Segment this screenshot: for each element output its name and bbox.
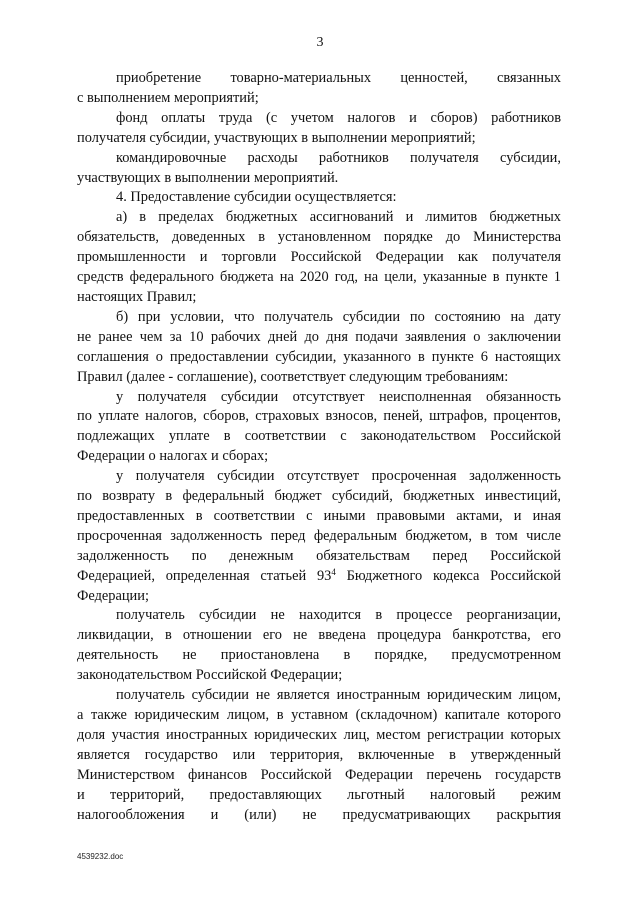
paragraph-tax-obligations (77, 388, 561, 468)
text-line: доля участия иностранных юридических лиц, местом регистрации которых (77, 726, 561, 743)
text-line: 4. Предоставление субсидии осуществляется: (116, 189, 397, 206)
text-line: б) при условии, что получатель субсидии по состоянию на дату (116, 308, 561, 325)
text-line: командировочные расходы работников получателя субсидии, (116, 149, 561, 166)
text-line: Министерством финансов Российской Федерации перечень государств (77, 766, 561, 783)
text-line: фонд оплаты труда (с учетом налогов и сборов) работников (116, 109, 561, 126)
document-body (77, 69, 561, 825)
text-line: с выполнением мероприятий; (77, 89, 259, 106)
text-line: не ранее чем за 10 рабочих дней до дня подачи заявления о заключении (77, 328, 561, 345)
text-line: просроченная задолженность перед федеральным бюджетом, в том числе (77, 527, 561, 544)
text-line: по возврату в федеральный бюджет субсидий, бюджетных инвестиций, (77, 488, 561, 505)
text-line: у получателя субсидии отсутствует просроченная задолженность (116, 468, 561, 485)
superscript-article-index: 4 (331, 566, 336, 577)
text-line: предоставленных в соответствии с иными правовыми актами, и иная (77, 507, 561, 524)
text-line (77, 567, 561, 587)
text-line: Правил (далее - соглашение), соответствует следующим требованиям: (77, 368, 509, 385)
paragraph-item-4 (77, 188, 561, 208)
paragraph-payroll-fund (77, 109, 561, 149)
text-line: соглашения о предоставлении субсидии, указанного в пункте 6 настоящих (77, 348, 561, 365)
text-fragment: Бюджетного кодекса Российской (335, 567, 561, 584)
text-fragment: Федерацией, определенная статьей 93 (77, 567, 332, 584)
text-line: по уплате налогов, сборов, страховых взносов, пеней, штрафов, процентов, (77, 408, 561, 425)
text-line: получатель субсидии не находится в процессе реорганизации, (116, 607, 561, 624)
document-file-code: 4539232.doc (77, 852, 124, 861)
text-line: налогообложения и (или) не предусматривающих раскрытия (77, 806, 561, 823)
page-number: 3 (316, 35, 324, 50)
text-line: получатель субсидии не является иностранным юридическим лицом, (116, 687, 561, 704)
text-line: настоящих Правил; (77, 288, 197, 305)
text-line: приобретение товарно-материальных ценностей, связанных (116, 70, 561, 86)
text-line: а также юридическим лицом, в уставном (складочном) капитале которого (77, 707, 561, 723)
text-line: у получателя субсидии отсутствует неисполненная обязанность (116, 388, 561, 405)
text-line: является государство или территория, включенные в утвержденный (77, 746, 561, 763)
text-line: ликвидации, в отношении его не введена процедура банкротства, его (77, 627, 561, 644)
text-line: средств федерального бюджета на 2020 год, на цели, указанные в пункте 1 (77, 269, 561, 286)
text-line: обязательств, доведенных в установленном порядке до Министерства (77, 229, 561, 246)
paragraph-item-4a (77, 208, 561, 308)
text-line: задолженность по денежным обязательствам перед Российской (77, 547, 561, 564)
text-line: законодательством Российской Федерации; (77, 667, 343, 684)
paragraph-material-values (77, 69, 561, 109)
text-line: подлежащих уплате в соответствии с законодательством Российской (77, 428, 561, 445)
text-line: получателя субсидии, участвующих в выполнении мероприятий; (77, 129, 476, 146)
paragraph-overdue-debt (77, 467, 561, 606)
text-line: промышленности и торговли Российской Федерации как получателя (77, 249, 561, 266)
text-line: Федерации; (77, 587, 149, 604)
text-line: и территорий, предоставляющих льготный налоговый режим (77, 786, 561, 803)
paragraph-reorganization (77, 606, 561, 686)
paragraph-item-4b (77, 308, 561, 388)
paragraph-foreign-entity (77, 686, 561, 825)
text-line: деятельность не приостановлена в порядке, предусмотренном (77, 647, 561, 664)
text-line: участвующих в выполнении мероприятий. (77, 169, 339, 186)
paragraph-travel-expenses (77, 149, 561, 189)
text-line: а) в пределах бюджетных ассигнований и лимитов бюджетных (116, 209, 561, 226)
text-line: Федерации о налогах и сборах; (77, 448, 269, 465)
